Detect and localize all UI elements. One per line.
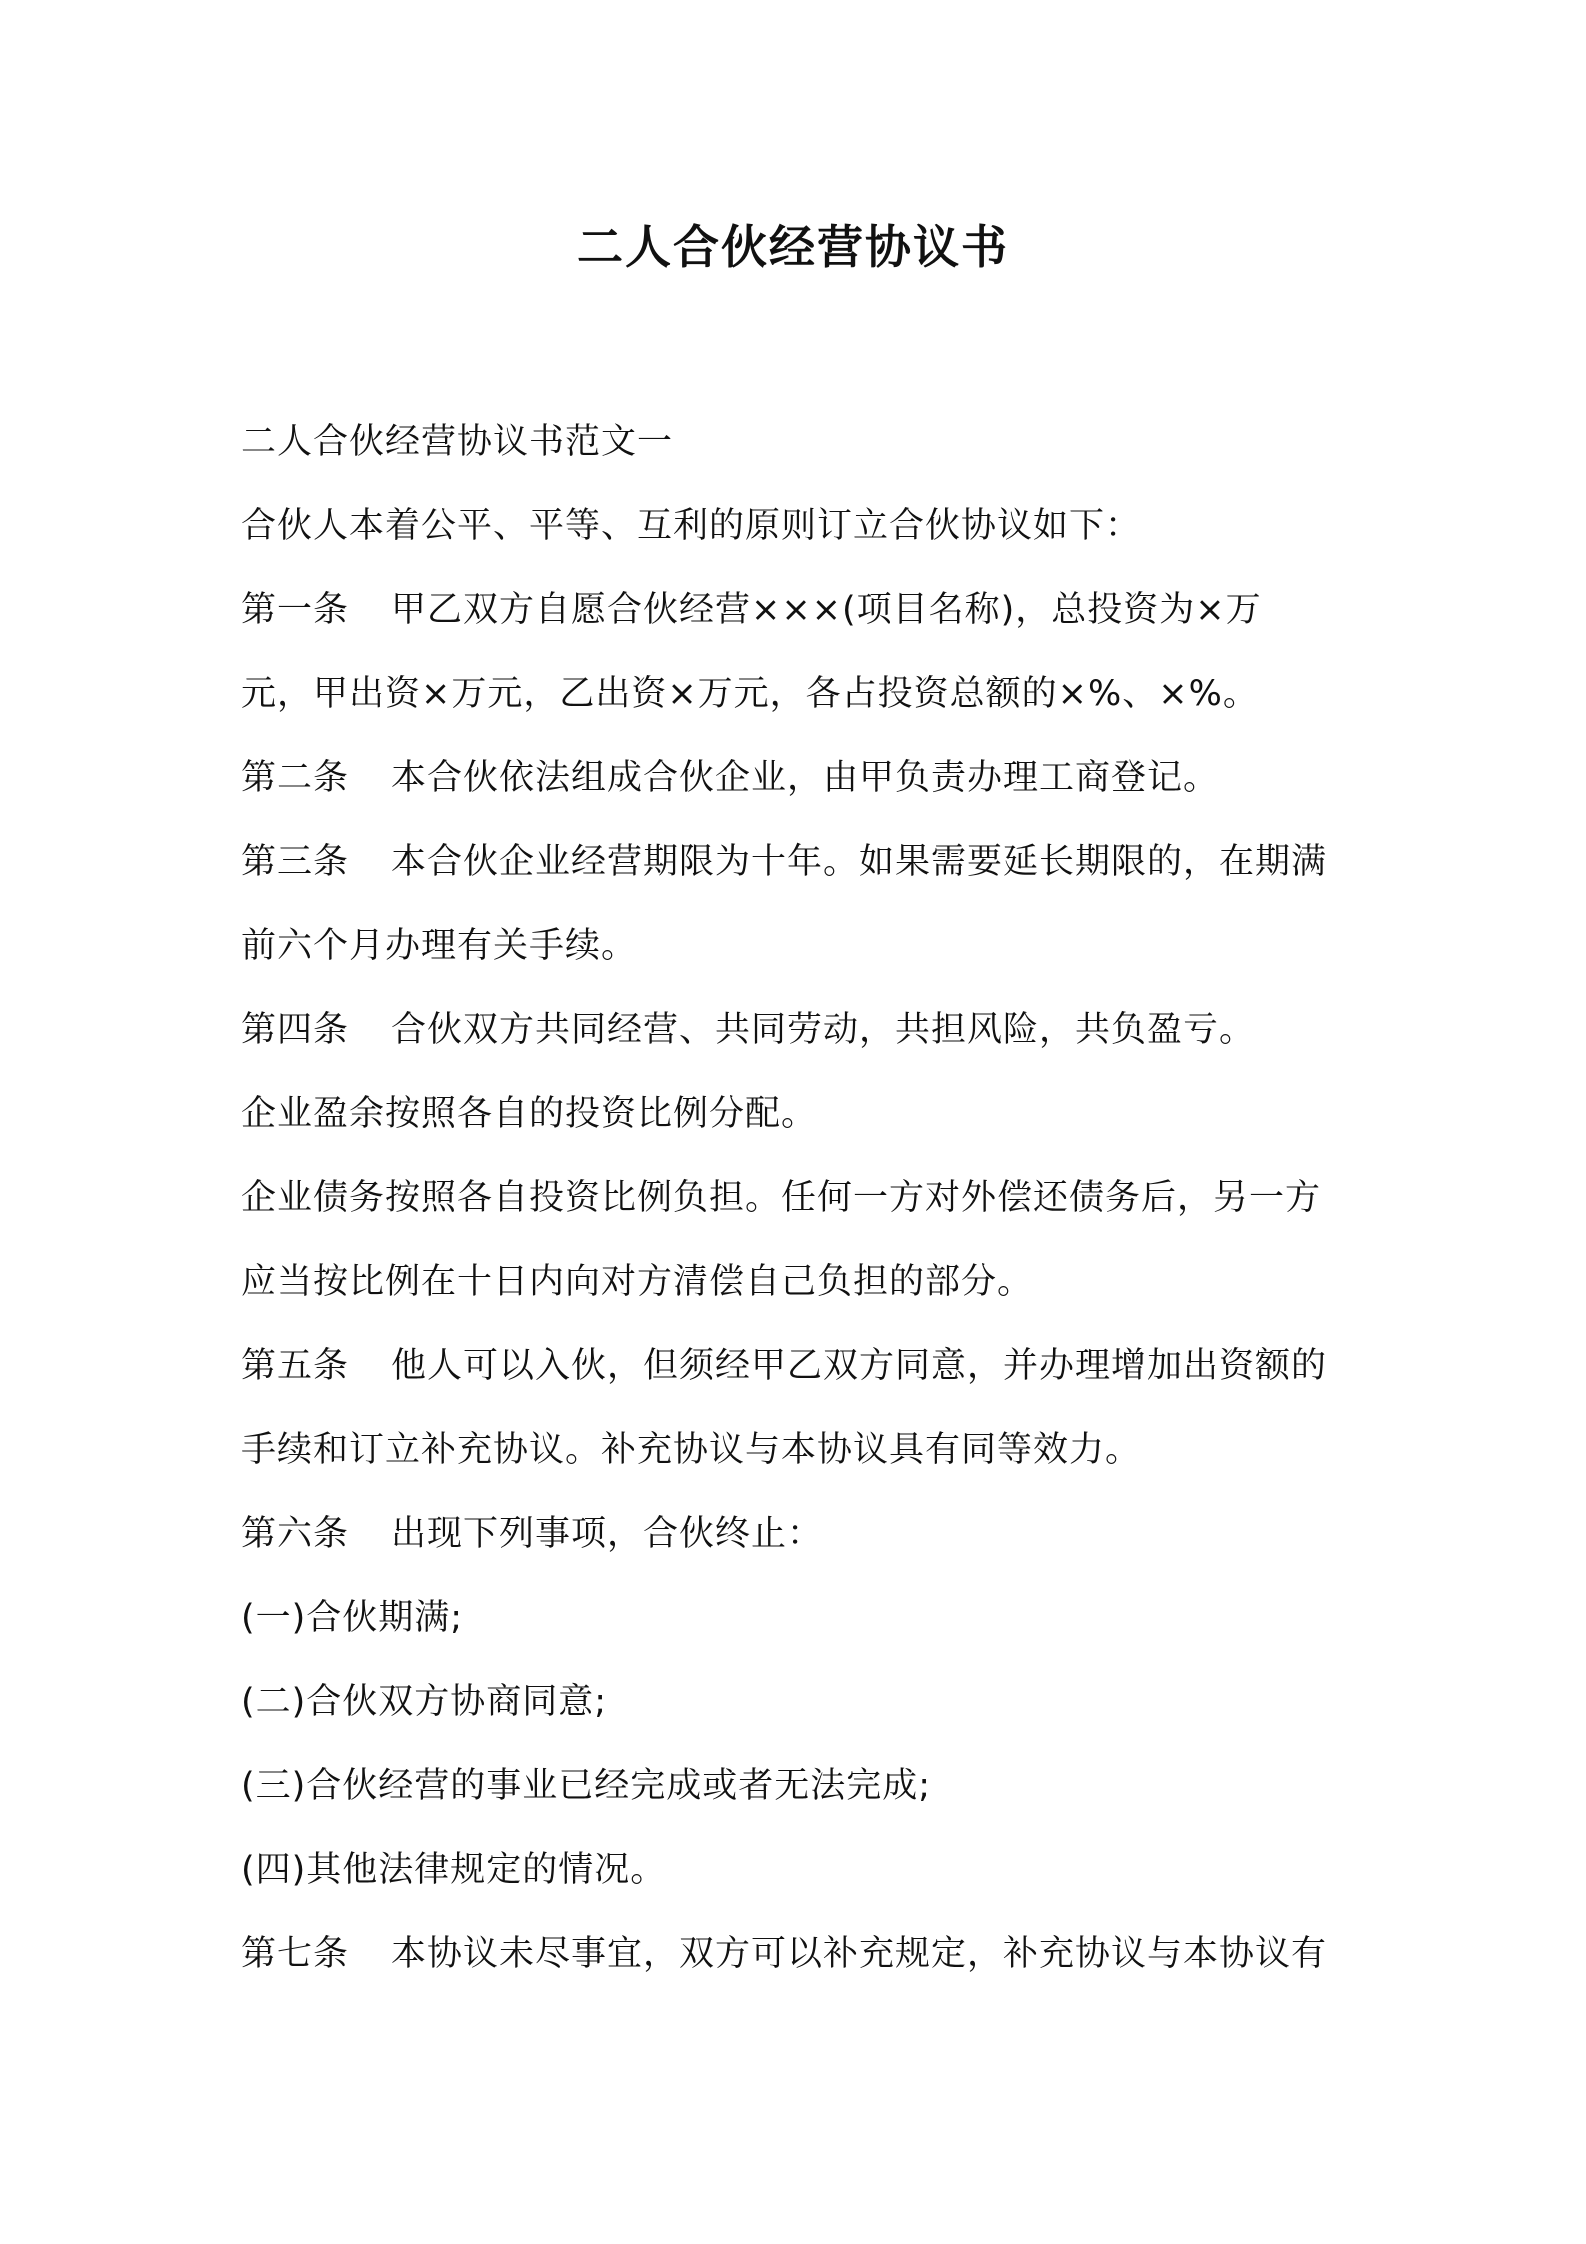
line-text: 应当按比例在十日内向对方清偿自己负担的部分。 bbox=[241, 1262, 1034, 1302]
document-title: 二人合伙经营协议书 bbox=[577, 220, 1009, 274]
line-text: 企业债务按照各自投资比例负担。任何一方对外偿还债务后，另一方 bbox=[241, 1178, 1322, 1218]
line-text: 本合伙依法组成合伙企业，由甲负责办理工商登记。 bbox=[391, 758, 1220, 798]
line-text: 合伙双方共同经营、共同劳动，共担风险，共负盈亏。 bbox=[391, 1010, 1256, 1050]
article-4-debt bbox=[241, 1156, 1361, 1240]
list-item: (四)其他法律规定的情况。 bbox=[241, 1850, 667, 1890]
line-text: 手续和订立补充协议。补充协议与本协议具有同等效力。 bbox=[241, 1430, 1142, 1470]
line-text: 本协议未尽事宜，双方可以补充规定，补充协议与本协议有 bbox=[391, 1934, 1328, 1974]
article-4-line bbox=[241, 988, 1361, 1072]
preamble-line bbox=[241, 484, 1361, 568]
article-label: 第四条 bbox=[241, 1010, 350, 1050]
article-5-continuation bbox=[241, 1408, 1361, 1492]
list-item: (一)合伙期满; bbox=[241, 1598, 464, 1638]
line-text: 元，甲出资×万元，乙出资×万元，各占投资总额的×%、×%。 bbox=[241, 674, 1259, 714]
article-3-continuation bbox=[241, 904, 1361, 988]
article-3-line bbox=[241, 820, 1361, 904]
list-item: (二)合伙双方协商同意; bbox=[241, 1682, 608, 1722]
article-6-item-4 bbox=[241, 1828, 1361, 1912]
line-text: 甲乙双方自愿合伙经营×××(项目名称)，总投资为×万 bbox=[391, 590, 1262, 630]
article-1-continuation bbox=[241, 652, 1361, 736]
article-4-surplus bbox=[241, 1072, 1361, 1156]
article-label: 第一条 bbox=[241, 590, 350, 630]
line-text: 企业盈余按照各自的投资比例分配。 bbox=[241, 1094, 818, 1134]
article-6-item-3 bbox=[241, 1744, 1361, 1828]
line-text: 合伙人本着公平、平等、互利的原则订立合伙协议如下： bbox=[241, 506, 1142, 546]
article-label: 第二条 bbox=[241, 758, 350, 798]
list-item: (三)合伙经营的事业已经完成或者无法完成; bbox=[241, 1766, 932, 1806]
article-label: 第七条 bbox=[241, 1934, 350, 1974]
article-label: 第六条 bbox=[241, 1514, 350, 1554]
line-text: 他人可以入伙，但须经甲乙双方同意，并办理增加出资额的 bbox=[391, 1346, 1328, 1386]
subtitle-line bbox=[241, 400, 1361, 484]
article-6-item-1 bbox=[241, 1576, 1361, 1660]
document-body bbox=[241, 400, 1361, 1996]
line-text: 出现下列事项，合伙终止： bbox=[391, 1514, 824, 1554]
line-text: 前六个月办理有关手续。 bbox=[241, 926, 638, 966]
article-5-line bbox=[241, 1324, 1361, 1408]
article-4-debt-continuation bbox=[241, 1240, 1361, 1324]
article-6-item-2 bbox=[241, 1660, 1361, 1744]
article-2-line bbox=[241, 736, 1361, 820]
article-1-line bbox=[241, 568, 1361, 652]
article-6-line bbox=[241, 1492, 1361, 1576]
article-label: 第三条 bbox=[241, 842, 350, 882]
line-text: 二人合伙经营协议书范文一 bbox=[241, 422, 674, 462]
line-text: 本合伙企业经营期限为十年。如果需要延长期限的，在期满 bbox=[391, 842, 1328, 882]
article-label: 第五条 bbox=[241, 1346, 350, 1386]
article-7-line bbox=[241, 1912, 1361, 1996]
